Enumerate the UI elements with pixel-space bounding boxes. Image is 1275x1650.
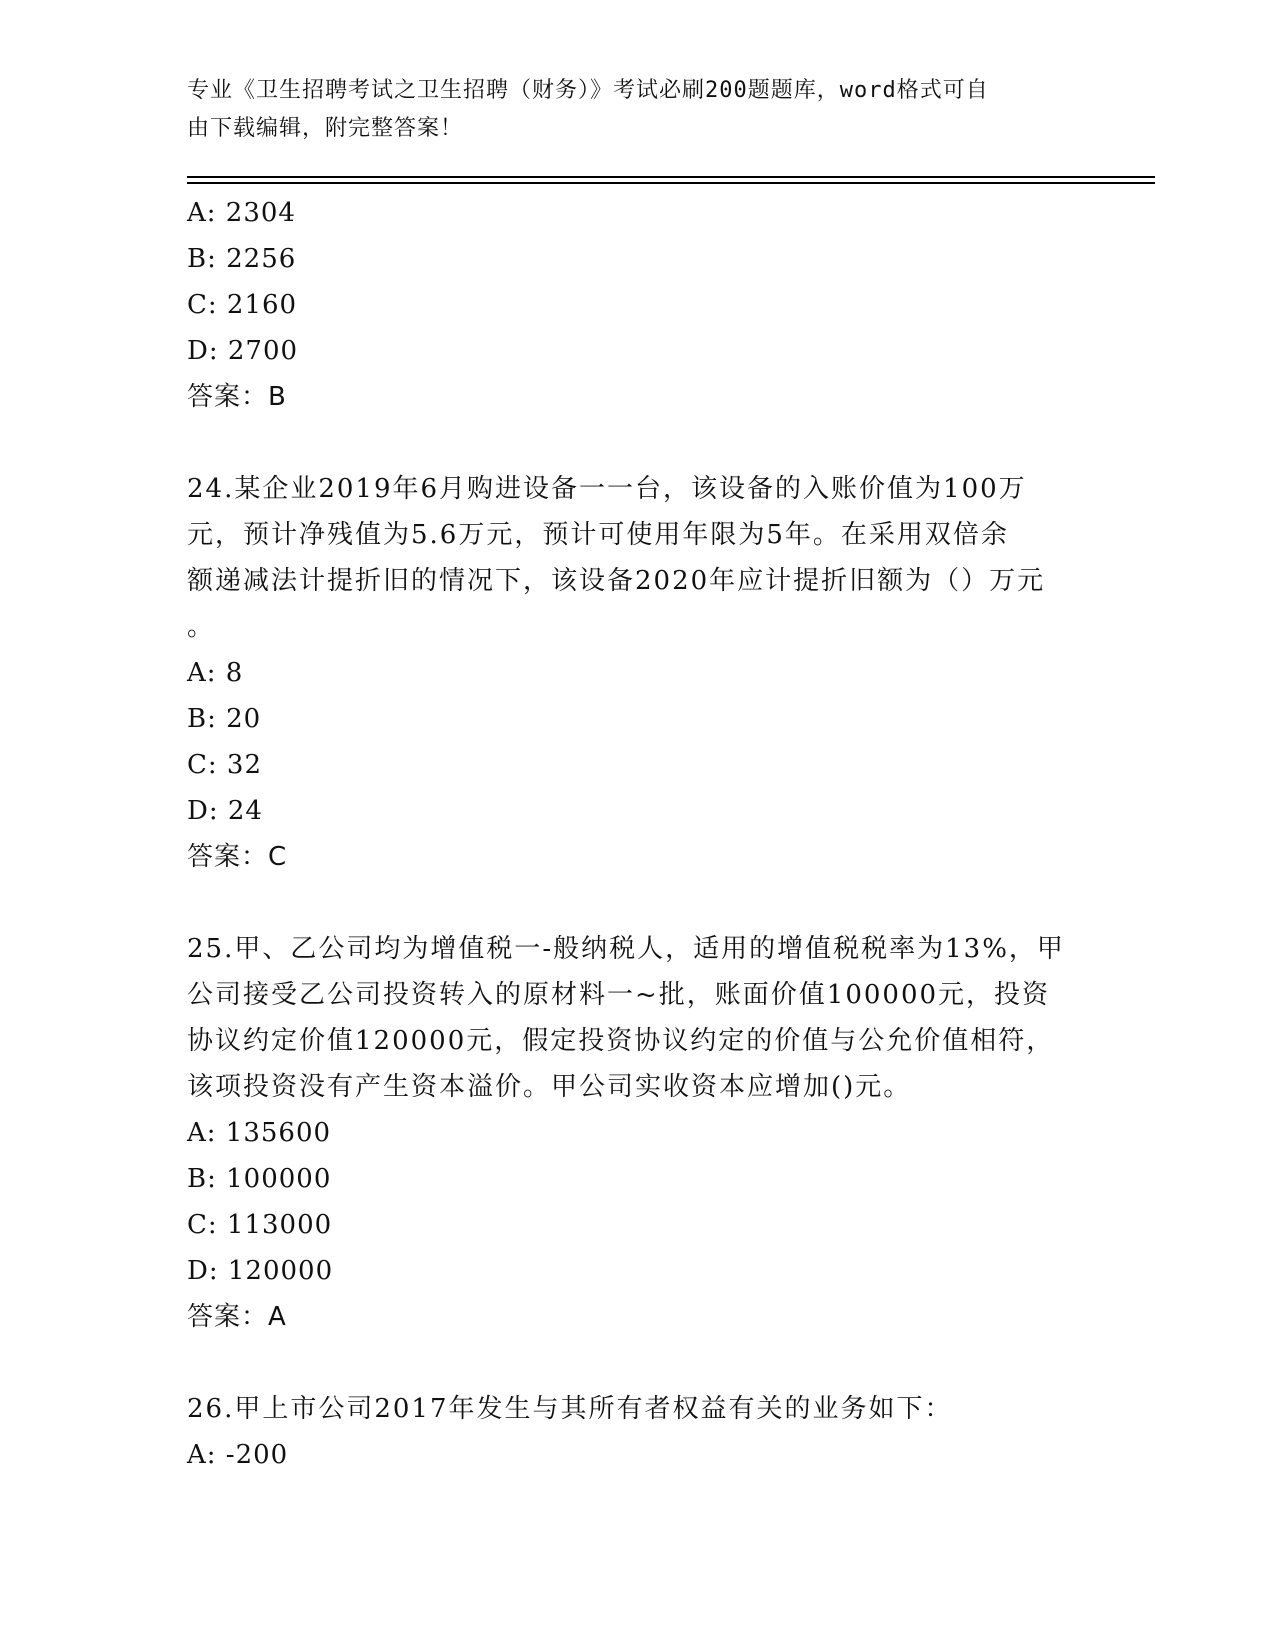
q24-line-4: 。 xyxy=(187,612,216,642)
q25-line-2: 公司接受乙公司投资转入的原材料一~批，账面价值100000元，投资 xyxy=(187,980,1051,1010)
q24-answer: 答案：C xyxy=(187,842,288,872)
q25-option-c: C: 113000 xyxy=(187,1210,333,1240)
q25-option-d: D: 120000 xyxy=(187,1256,334,1286)
q24-line-3: 额递减法计提折旧的情况下，该设备2020年应计提折旧额为（）万元 xyxy=(187,566,1046,596)
q24-option-d: D: 24 xyxy=(187,796,263,826)
question-23-block xyxy=(187,190,1087,420)
q23-option-d: D: 2700 xyxy=(187,336,299,366)
q24-question-text xyxy=(187,466,1087,650)
q26-option-a: A: -200 xyxy=(187,1440,289,1470)
q25-line-4: 该项投资没有产生资本溢价。甲公司实收资本应增加()元。 xyxy=(187,1072,912,1102)
q23-option-b: B: 2256 xyxy=(187,244,297,274)
q25-line-3: 协议约定价值120000元，假定投资协议约定的价值与公允价值相符， xyxy=(187,1026,1055,1056)
q23-option-a: A: 2304 xyxy=(187,198,296,228)
q23-answer: 答案：B xyxy=(187,382,287,412)
q26-line-1: 26.甲上市公司2017年发生与其所有者权益有关的业务如下： xyxy=(187,1394,953,1424)
q24-option-b: B: 20 xyxy=(187,704,262,734)
question-26-block xyxy=(187,1386,1087,1478)
question-25-block xyxy=(187,926,1087,1340)
q25-option-b: B: 100000 xyxy=(187,1164,332,1194)
header-rule-bottom xyxy=(187,182,1155,184)
header-line-2: 由下载编辑，附完整答案！ xyxy=(187,116,464,141)
header-rule-top xyxy=(187,176,1155,178)
q24-line-1: 24.某企业2019年6月购进设备一一台，该设备的入账价值为100万 xyxy=(187,474,1027,504)
q24-line-2: 元，预计净残值为5.6万元，预计可使用年限为5年。在采用双倍余 xyxy=(187,520,1009,550)
q25-answer: 答案：A xyxy=(187,1302,287,1332)
q24-option-c: C: 32 xyxy=(187,750,263,780)
q26-question-text xyxy=(187,1386,1087,1432)
q25-question-text xyxy=(187,926,1087,1110)
document-header xyxy=(187,72,1077,148)
q25-line-1: 25.甲、乙公司均为增值税一-般纳税人，适用的增值税税率为13%，甲 xyxy=(187,934,1065,964)
q25-option-a: A: 135600 xyxy=(187,1118,332,1148)
question-content xyxy=(187,190,1087,1478)
q23-option-c: C: 2160 xyxy=(187,290,298,320)
header-line-1: 专业《卫生招聘考试之卫生招聘（财务）》考试必刷200题题库，word格式可自 xyxy=(187,78,989,103)
q24-option-a: A: 8 xyxy=(187,658,244,688)
question-24-block xyxy=(187,466,1087,880)
